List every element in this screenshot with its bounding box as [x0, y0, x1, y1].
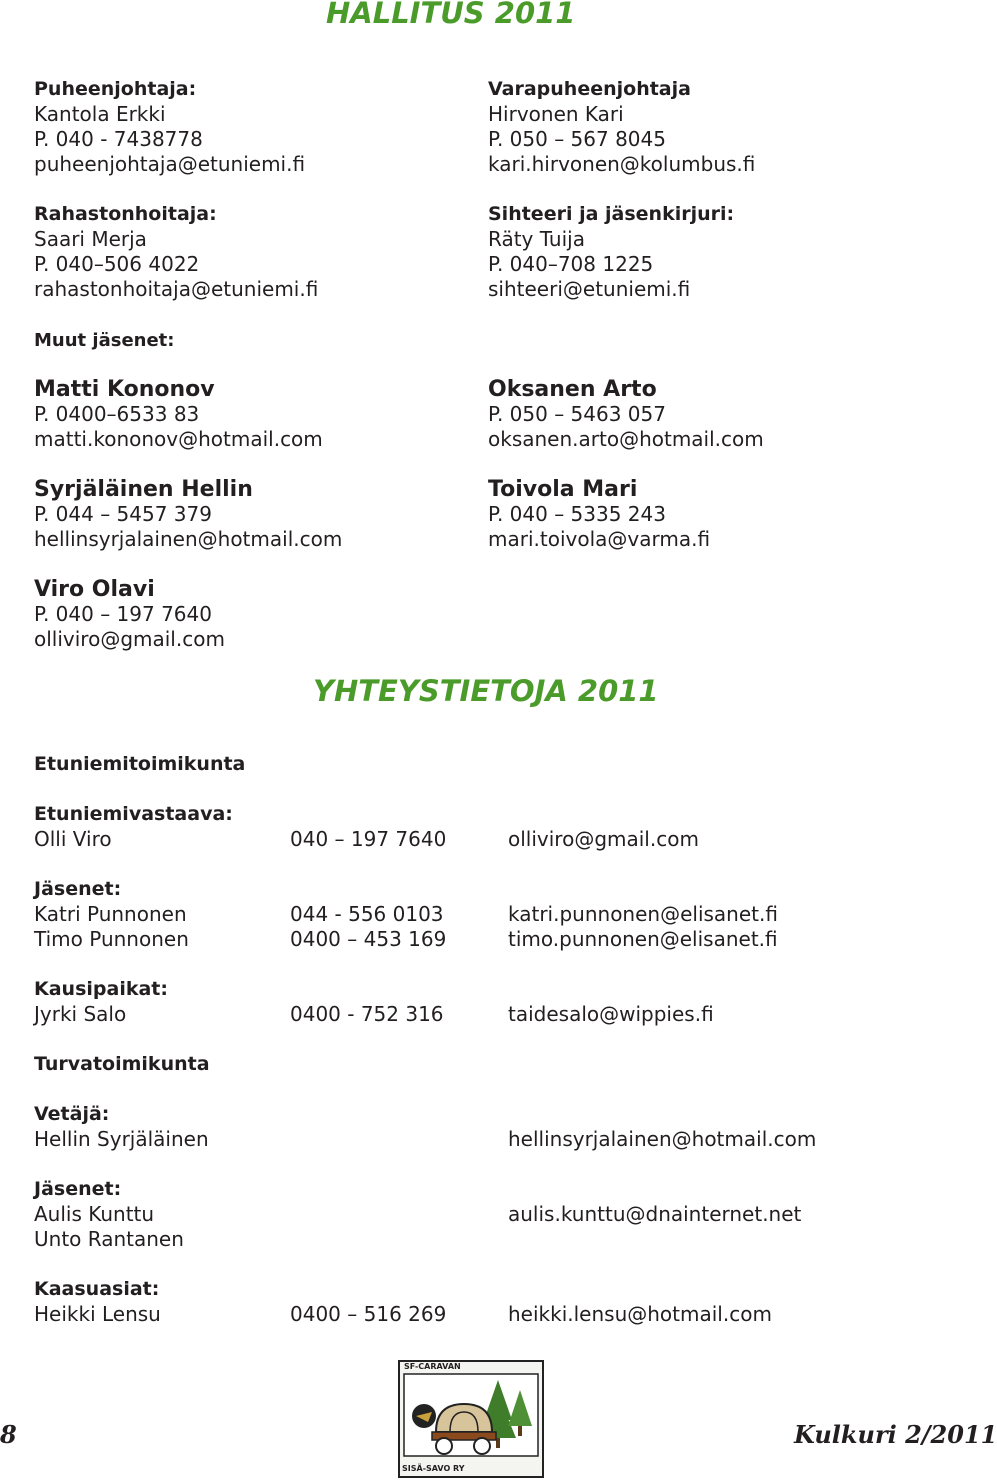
secretary-name: Räty Tuija: [488, 227, 585, 251]
member-name: Syrjäläinen Hellin: [34, 477, 253, 502]
contacts-title: YHTEYSTIETOJA 2011: [313, 674, 659, 708]
contact-email[interactable]: olliviro@gmail.com: [508, 827, 699, 851]
gas-label: Kaasuasiat:: [34, 1278, 160, 1300]
contact-phone: 0400 – 516 269: [290, 1302, 447, 1326]
table-row: [34, 1127, 934, 1152]
contact-email[interactable]: taidesalo@wippies.fi: [508, 1002, 714, 1026]
vice-block: [488, 77, 755, 177]
contact-phone: 0400 - 752 316: [290, 1002, 444, 1026]
contact-email[interactable]: hellinsyrjalainen@hotmail.com: [508, 1127, 817, 1151]
member-email[interactable]: olliviro@gmail.com: [34, 627, 225, 651]
contact-name: Olli Viro: [34, 827, 112, 851]
sf-caravan-logo: [398, 1360, 544, 1478]
etuniemi-members-label: Jäsenet:: [34, 878, 122, 900]
contact-name: Aulis Kunttu: [34, 1202, 155, 1226]
member-phone: P. 044 – 5457 379: [34, 502, 212, 526]
contact-name: Hellin Syrjäläinen: [34, 1127, 209, 1151]
member-name: Toivola Mari: [488, 477, 638, 502]
member-name: Viro Olavi: [34, 577, 155, 602]
member-email[interactable]: oksanen.arto@hotmail.com: [488, 427, 764, 451]
members-label: Muut jäsenet:: [34, 330, 175, 351]
contact-email[interactable]: timo.punnonen@elisanet.fi: [508, 927, 778, 951]
publication-name: Kulkuri 2/2011: [794, 1420, 997, 1449]
member-email[interactable]: matti.kononov@hotmail.com: [34, 427, 323, 451]
chair-email[interactable]: puheenjohtaja@etuniemi.fi: [34, 152, 306, 176]
member-block: [34, 577, 225, 652]
caravan-wagon-icon: [398, 1360, 544, 1478]
committee-title-etuniemi: Etuniemitoimikunta: [34, 753, 246, 775]
contact-phone: 0400 – 453 169: [290, 927, 447, 951]
table-row: [34, 902, 934, 927]
table-row: [34, 1302, 934, 1327]
contact-name: Heikki Lensu: [34, 1302, 161, 1326]
etuniemi-lead-label: Etuniemivastaava:: [34, 803, 233, 825]
contact-phone: 044 - 556 0103: [290, 902, 444, 926]
secretary-email[interactable]: sihteeri@etuniemi.fi: [488, 277, 691, 301]
member-phone: P. 040 – 197 7640: [34, 602, 212, 626]
treasurer-phone: P. 040–506 4022: [34, 252, 200, 276]
logo-top-text: SF-CARAVAN: [404, 1362, 461, 1371]
seasonal-label: Kausipaikat:: [34, 978, 168, 1000]
member-phone: P. 0400–6533 83: [34, 402, 200, 426]
contact-name: Unto Rantanen: [34, 1227, 184, 1251]
turva-members-label: Jäsenet:: [34, 1178, 122, 1200]
member-phone: P. 050 – 5463 057: [488, 402, 666, 426]
table-row: [34, 1002, 934, 1027]
logo-bottom-text: SISÄ-SAVO RY: [402, 1464, 465, 1473]
table-row: [34, 927, 934, 952]
contact-email[interactable]: aulis.kunttu@dnainternet.net: [508, 1202, 802, 1226]
chair-phone: P. 040 - 7438778: [34, 127, 203, 151]
secretary-role: Sihteeri ja jäsenkirjuri:: [488, 203, 735, 225]
treasurer-block: [34, 202, 318, 302]
chair-name: Kantola Erkki: [34, 102, 166, 126]
contact-email[interactable]: heikki.lensu@hotmail.com: [508, 1302, 772, 1326]
vice-role: Varapuheenjohtaja: [488, 78, 691, 100]
secretary-block: [488, 202, 734, 302]
member-email[interactable]: mari.toivola@varma.fi: [488, 527, 711, 551]
contact-name: Jyrki Salo: [34, 1002, 127, 1026]
table-row: [34, 1227, 934, 1252]
treasurer-name: Saari Merja: [34, 227, 147, 251]
vice-phone: P. 050 – 567 8045: [488, 127, 666, 151]
treasurer-email[interactable]: rahastonhoitaja@etuniemi.fi: [34, 277, 319, 301]
turva-lead-label: Vetäjä:: [34, 1103, 110, 1125]
secretary-phone: P. 040–708 1225: [488, 252, 654, 276]
table-row: [34, 827, 934, 852]
contact-name: Timo Punnonen: [34, 927, 189, 951]
page-title: HALLITUS 2011: [326, 0, 576, 30]
table-row: [34, 1202, 934, 1227]
chair-block: [34, 77, 305, 177]
contact-name: Katri Punnonen: [34, 902, 187, 926]
member-name: Matti Kononov: [34, 377, 215, 402]
member-name: Oksanen Arto: [488, 377, 657, 402]
vice-email[interactable]: kari.hirvonen@kolumbus.fi: [488, 152, 756, 176]
committee-title-turva: Turvatoimikunta: [34, 1053, 210, 1075]
member-block: [488, 477, 710, 552]
contact-email[interactable]: katri.punnonen@elisanet.fi: [508, 902, 778, 926]
member-phone: P. 040 – 5335 243: [488, 502, 666, 526]
chair-role: Puheenjohtaja:: [34, 78, 197, 100]
page-number: 8: [0, 1420, 17, 1449]
member-email[interactable]: hellinsyrjalainen@hotmail.com: [34, 527, 343, 551]
treasurer-role: Rahastonhoitaja:: [34, 203, 217, 225]
member-block: [34, 477, 342, 552]
member-block: [34, 377, 323, 452]
contact-phone: 040 – 197 7640: [290, 827, 447, 851]
member-block: [488, 377, 764, 452]
vice-name: Hirvonen Kari: [488, 102, 624, 126]
